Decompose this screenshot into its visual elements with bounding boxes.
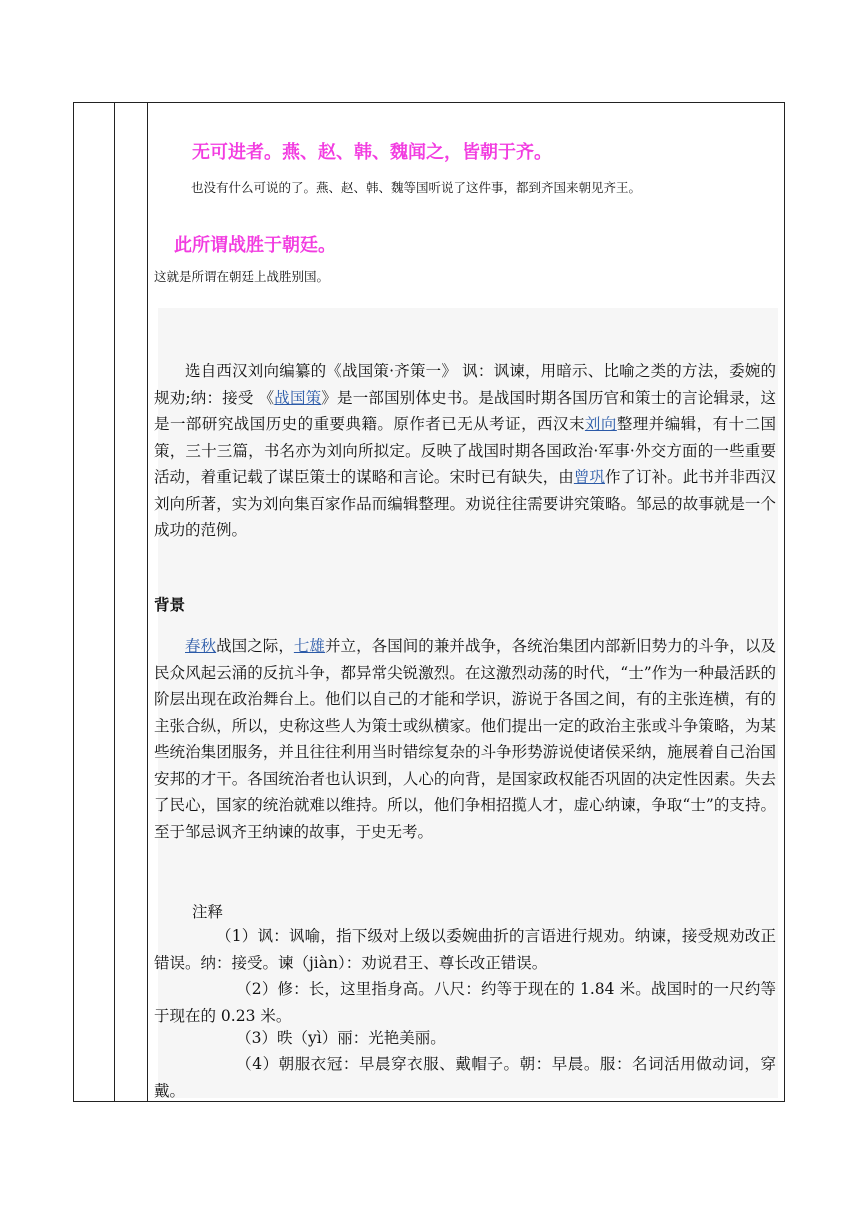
column-divider (147, 103, 148, 1101)
background-paragraph (154, 633, 776, 845)
section-heading-background: 背景 (154, 596, 186, 614)
intro-paragraph (154, 358, 776, 544)
column-divider (114, 103, 115, 1101)
background-text: 并立，各国间的兼并战争，各统治集团内部新旧势力的斗争，以及民众风起云涌的反抗斗争，都异常尖锐激烈。在这激烈动荡的时代，“士”作为一种最活跃的阶层出现在政治舞台上。他们以自己的才能和学识，游说于各国之间，有的主张连横，有的主张合纵，所以，史称这些人为策士或纵横家。他们提出一定的政治主张或斗争策略，为某些统治集团服务，并且往往利用当时错综复杂的斗争形势游说使诸侯采纳，施展着自己治国安邦的才干。各国统治者也认识到，人心的向背，是国家政权能否巩固的决定性因素。失去了民心，国家的统治就难以维持。所以，他们争相招揽人才，虚心纳谏，争取“士”的支持。 至于邹忌讽齐王纳谏的故事，于史无考。 (154, 637, 776, 841)
original-text-line: 无可进者。燕、赵、韩、魏闻之，皆朝于齐。 (192, 142, 552, 163)
note-item: （1）讽：讽喻，指下级对上级以委婉曲折的言语进行规劝。纳谏，接受规劝改正错误。纳：接受。谏（jiàn）：劝说君王、尊长改正错误。 (154, 927, 776, 972)
translation-line: 这就是所谓在朝廷上战胜别国。 (154, 269, 330, 284)
intro-text: 选自西汉刘向编纂的《战国策·齐策一》 讽：讽谏，用暗示、比喻之类的方法，委婉的规劝;纳：接受 《 (154, 362, 776, 407)
link-qixiong[interactable]: 七雄 (293, 637, 325, 655)
translation-line: 也没有什么可说的了。燕、赵、韩、魏等国听说了这件事，都到齐国来朝见齐王。 (191, 180, 642, 195)
note-item: （4）朝服衣冠：早晨穿衣服、戴帽子。朝：早晨。服：名词活用做动词，穿戴。 (154, 1055, 776, 1100)
link-zhanguoce[interactable]: 战国策 (274, 388, 322, 407)
intro-text: 作了订补。此书并非西汉刘向所著，实为刘向集百家作品而编辑整理。劝说往往需要讲究策略。邹忌的故事就是一个成功的范例。 (154, 468, 776, 539)
intro-text: 整理并编辑，有十二国策，三十三篇，书名亦为刘向所拟定。反映了战国时期各国政治·军事·外交方面的一些重要活动，着重记载了谋臣策士的谋略和言论。宋时已有缺失，由 (154, 415, 776, 486)
intro-text: 》是一部国别体史书。是战国时期各国历官和策士的言论辑录，这是一部研究战国历史的重要典籍。原作者已无从考证，西汉末 (154, 388, 776, 433)
lesson-table (73, 102, 785, 1102)
link-liuxiang[interactable]: 刘向 (584, 415, 617, 433)
section-heading-notes: 注释 (192, 903, 224, 921)
link-chunqiu[interactable]: 春秋 (185, 637, 217, 655)
note-item: （2）修：长，这里指身高。八尺：约等于现在的 1.84 米。战国时的一尺约等于现在的 0.23 米。 (154, 980, 776, 1025)
original-text-line: 此所谓战胜于朝廷。 (174, 235, 336, 256)
background-text: 战国之际， (216, 637, 294, 655)
content-cell (154, 103, 778, 1101)
link-zenggong[interactable]: 曾巩 (573, 468, 605, 486)
note-item: （3）昳（yì）丽：光艳美丽。 (236, 1029, 446, 1047)
